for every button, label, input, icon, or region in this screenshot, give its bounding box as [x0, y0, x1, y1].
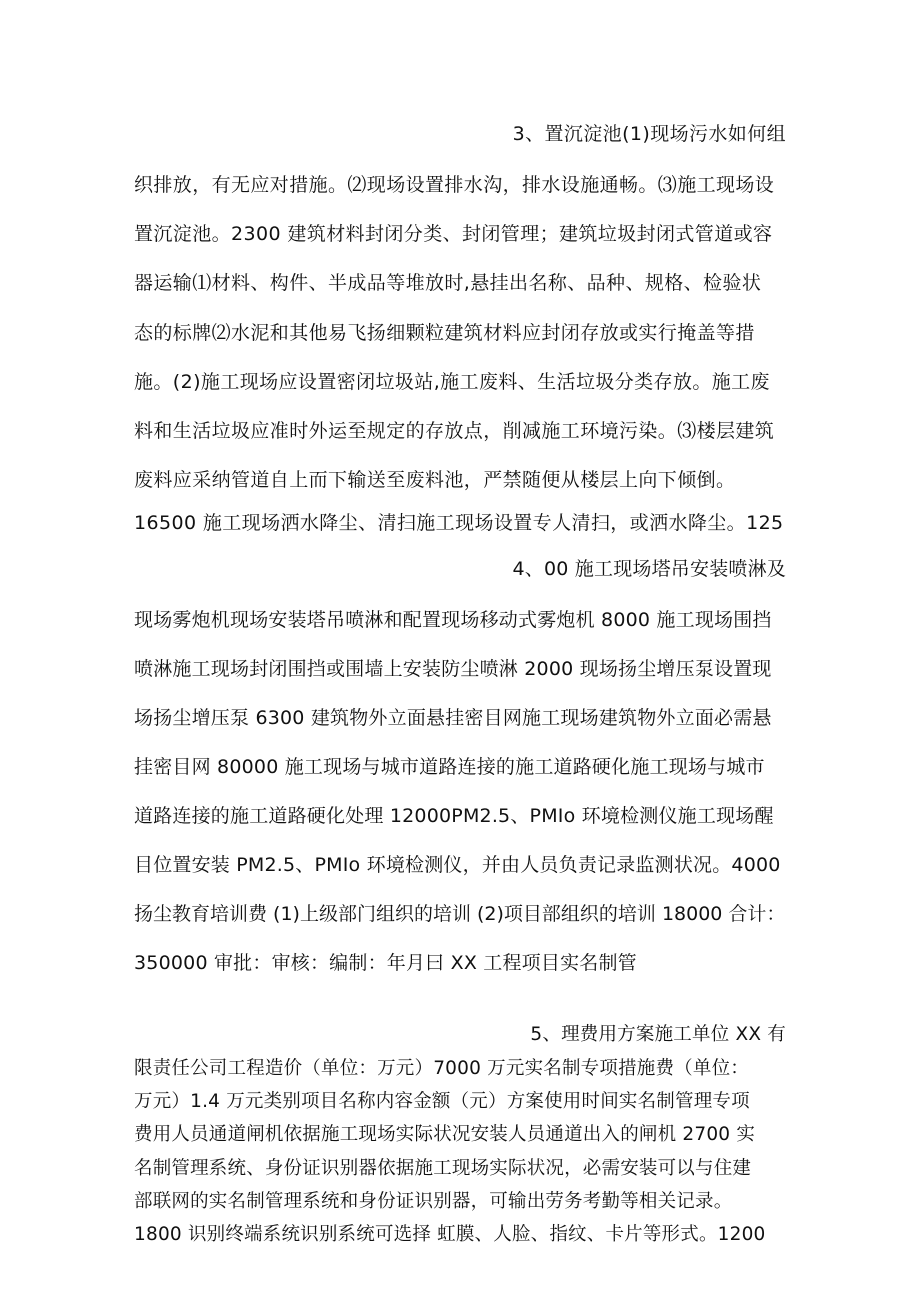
text-line-10: 4、00 施工现场塔吊安装喷淋及: [512, 558, 786, 580]
text-line-2: 织排放，有无应对措施。⑵现场设置排水沟，排水设施通畅。⑶施工现场设: [134, 174, 775, 196]
text-line-5: 态的标牌⑵水泥和其他易飞扬细颗粒建筑材料应封闭存放或实行掩盖等措: [134, 322, 755, 344]
text-line-24: 部联网的实名制管理系统和身份证识别器，可输出劳务考勤等相关记录。: [134, 1191, 733, 1212]
text-line-13: 场扬尘增压泵 6300 建筑物外立面悬挂密目网施工现场建筑物外立面必需悬: [134, 707, 772, 729]
text-line-3: 置沉淀池。2300 建筑材料封闭分类、封闭管理；建筑垃圾封闭式管道或容: [134, 223, 773, 245]
text-line-11: 现场雾炮机现场安装塔吊喷淋和配置现场移动式雾炮机 8000 施工现场围挡: [134, 609, 772, 631]
text-line-1: 3、置沉淀池(1)现场污水如何组: [512, 123, 786, 145]
text-line-4: 器运输⑴材料、构件、半成品等堆放时,悬挂出名称、品种、规格、检验状: [134, 272, 762, 294]
text-line-17: 扬尘教育培训费 (1)上级部门组织的培训 (2)项目部组织的培训 18000 合计：: [134, 903, 786, 925]
text-line-14: 挂密目网 80000 施工现场与城市道路连接的施工道路硬化施工现场与城市: [134, 756, 765, 778]
text-line-6: 施。(2)施工现场应设置密闭垃圾站,施工废料、生活垃圾分类存放。施工废: [134, 371, 770, 393]
text-line-8: 废料应采纳管道自上而下输送至废料池，严禁随便从楼层上向下倾倒。: [134, 469, 736, 491]
text-line-21: 万元）1.4 万元类别项目名称内容金额（元）方案使用时间实名制管理专项: [134, 1091, 750, 1112]
text-line-22: 费用人员通道闸机依据施工现场实际状况安装人员通道出入的闸机 2700 实: [134, 1124, 756, 1145]
text-line-19: 5、理费用方案施工单位 XX 有: [530, 1024, 786, 1045]
text-line-12: 喷淋施工现场封闭围挡或围墙上安装防尘喷淋 2000 现场扬尘增压泵设置现: [134, 658, 772, 680]
text-line-15: 道路连接的施工道路硬化处理 12000PM2.5、PMIo 环境检测仪施工现场醒: [134, 805, 774, 827]
text-line-18: 350000 审批：审核：编制：年月曰 XX 工程项目实名制管: [134, 952, 637, 974]
text-line-23: 名制管理系统、身份证识别器依据施工现场实际状况，必需安装可以与住建: [134, 1158, 752, 1179]
text-line-9: 16500 施工现场洒水降尘、清扫施工现场设置专人清扫，或洒水降尘。125: [134, 512, 784, 534]
text-line-20: 限责任公司工程造价（单位：万元）7000 万元实名制专项措施费（单位：: [134, 1058, 749, 1079]
text-line-7: 料和生活垃圾应准时外运至规定的存放点，削减施工环境污染。⑶楼层建筑: [134, 420, 775, 442]
text-line-16: 目位置安装 PM2.5、PMIo 环境检测仪，并由人员负责记录监测状况。4000: [134, 854, 781, 876]
text-line-25: 1800 识别终端系统识别系统可选择 虹膜、人脸、指纹、卡片等形式。1200: [134, 1224, 766, 1245]
